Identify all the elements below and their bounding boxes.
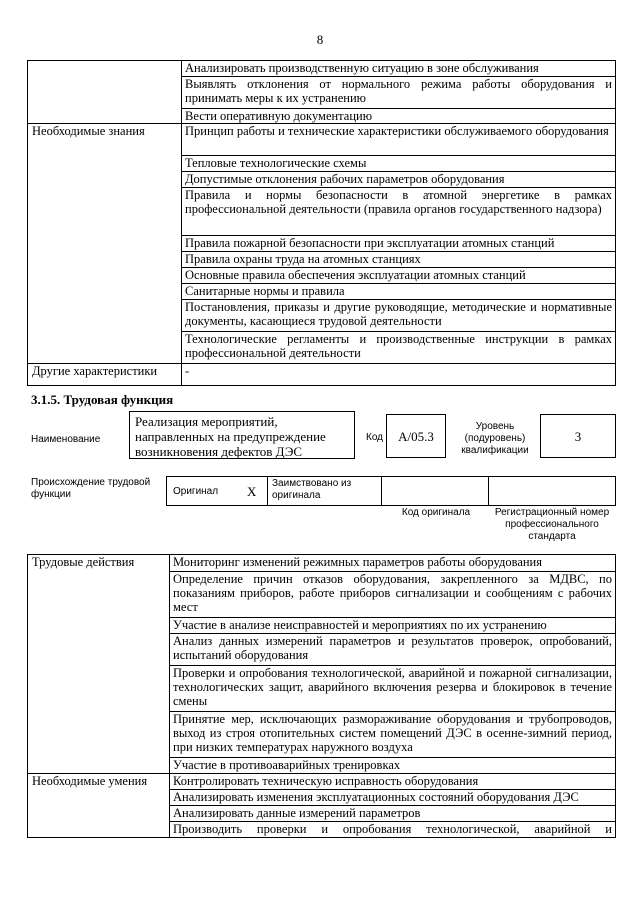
list-item: Анализировать данные измерений параметров — [170, 806, 616, 822]
name-value: Реализация мероприятий, направленных на предупреждение возникновения дефектов ДЭС — [135, 414, 326, 459]
list-item: Контролировать техническую исправность оборудования — [170, 774, 616, 790]
borrowed-box — [267, 476, 382, 506]
code-value: А/05.3 — [398, 429, 434, 444]
list-item: Постановления, приказы и другие руководящие, методические и нормативные документы, касающиеся трудовой деятельности — [182, 300, 616, 332]
name-label: Наименование — [31, 434, 101, 445]
list-item: Участие в анализе неисправностей и мероприятиях по их устранению — [170, 618, 616, 634]
original-box — [166, 476, 268, 506]
list-item: Проверки и опробования технологической, аварийной и пожарной сигнализации, технологических защит, аварийного включения резерва и блокировок в течение смены — [170, 666, 616, 712]
section-title: 3.1.5. Трудовая функция — [31, 392, 174, 407]
list-item: Выявлять отклонения от нормального режима работы оборудования и принимать меры к их устранению — [182, 77, 616, 109]
list-item: Производить проверки и опробования технологической, аварийной и — [170, 822, 616, 838]
list-item: Правила и нормы безопасности в атомной энергетике в рамках профессиональной деятельности (правила органов государственного надзора) — [182, 188, 616, 236]
list-item: - — [182, 364, 616, 386]
row-label-actions: Трудовые действия — [28, 555, 170, 774]
code-original-box — [381, 476, 489, 506]
list-item: Тепловые технологические схемы — [182, 156, 616, 172]
list-item: Основные правила обеспечения эксплуатации атомных станций — [182, 268, 616, 284]
list-item: Анализ данных измерений параметров и результатов проверок, опробований, испытаний оборудования — [170, 634, 616, 666]
list-item: Принцип работы и технические характеристики обслуживаемого оборудования — [182, 124, 616, 156]
list-item: Анализировать производственную ситуацию в зоне обслуживания — [182, 61, 616, 77]
list-item: Правила охраны труда на атомных станциях — [182, 252, 616, 268]
requirements-table-bottom — [27, 554, 616, 838]
level-box — [540, 414, 616, 458]
row-label-other: Другие характеристики — [28, 364, 182, 386]
level-value: 3 — [574, 429, 582, 444]
list-item: Вести оперативную документацию — [182, 109, 616, 124]
list-item: Правила пожарной безопасности при эксплуатации атомных станций — [182, 236, 616, 252]
requirements-table-top — [27, 60, 616, 386]
list-item: Допустимые отклонения рабочих параметров оборудования — [182, 172, 616, 188]
name-box — [129, 411, 355, 459]
list-item: Определение причин отказов оборудования, закрепленного за МДВС, по показаниям приборов, работе приборов сигнализации и сообщениям с рабочих мест — [170, 572, 616, 618]
list-item: Анализировать изменения эксплуатационных состояний оборудования ДЭС — [170, 790, 616, 806]
list-item: Технологические регламенты и производственные инструкции в рамках профессиональной деятельности — [182, 332, 616, 364]
list-item: Участие в противоаварийных тренировках — [170, 758, 616, 774]
borrowed-label: Заимствовано из оригинала — [272, 478, 352, 501]
code-box — [386, 414, 446, 458]
code-original-caption: Код оригинала — [401, 507, 471, 518]
reg-number-box — [488, 476, 616, 506]
list-item: Санитарные нормы и правила — [182, 284, 616, 300]
list-item: Принятие мер, исключающих размораживание оборудования и трубопроводов, выход из строя отопительных систем помещений ДЭС в осенне-зимний период, при низких температурах наружного воздуха — [170, 712, 616, 758]
row-label-knowledge: Необходимые знания — [28, 124, 182, 364]
code-label: Код — [366, 432, 384, 443]
original-mark: X — [247, 484, 257, 499]
list-item: Мониторинг изменений режимных параметров работы оборудования — [170, 555, 616, 572]
level-label: Уровень (подуровень) квалификации — [461, 421, 529, 456]
page-number: 8 — [316, 32, 324, 47]
original-label: Оригинал — [173, 486, 219, 497]
row-label-skills: Необходимые умения — [28, 774, 170, 838]
reg-number-caption: Регистрационный номер профессионального стандарта — [494, 507, 610, 542]
row-label — [28, 61, 182, 124]
origin-label: Происхождение трудовой функции — [31, 477, 151, 500]
